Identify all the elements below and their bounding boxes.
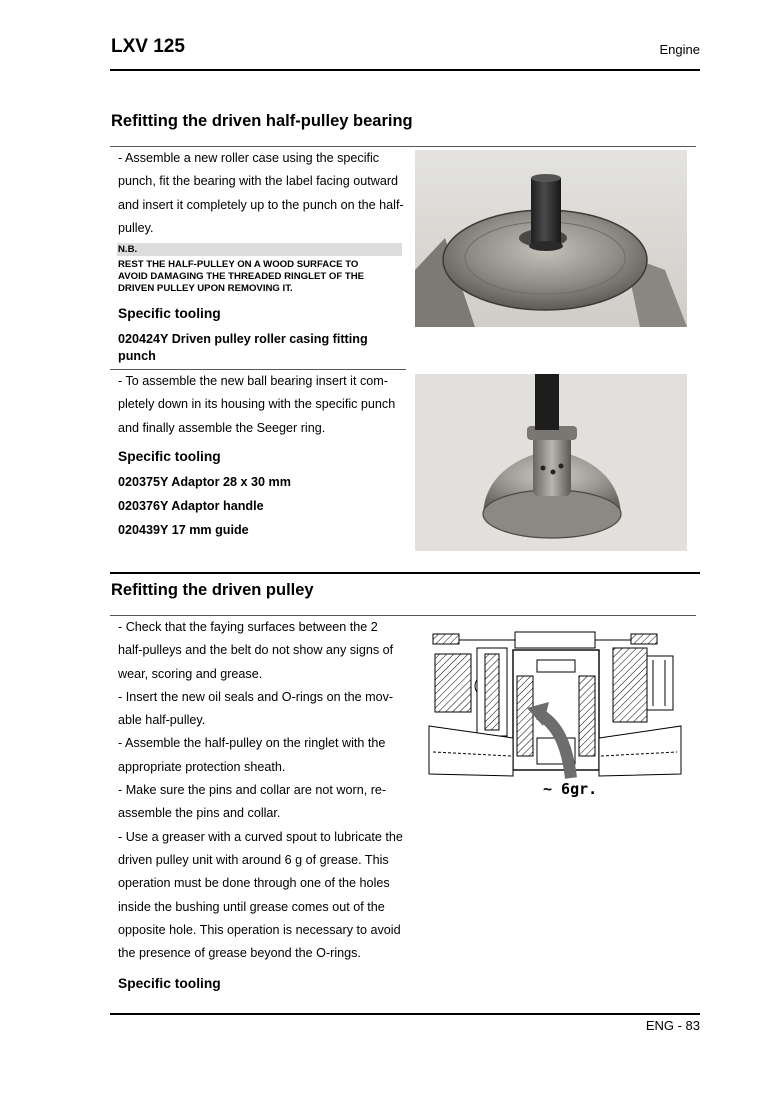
photo-punch-in-half-pulley [415,150,687,327]
text-line: appropriate protection sheath. [118,759,286,774]
specific-tooling-heading: Specific tooling [118,976,221,991]
text-line: driven pulley unit with around 6 g of grease. This [118,852,389,867]
text-line: - Assemble the half-pulley on the ringlet with the [118,736,386,751]
document-model-title: LXV 125 [111,36,185,57]
photo-bearing-adaptor [415,374,687,551]
tool-item: 020375Y Adaptor 28 x 30 mm [118,475,291,489]
section2-text [118,616,406,965]
nb-note [118,259,408,296]
step1-text [118,147,406,240]
text-line: assemble the pins and collar. [118,806,281,821]
text-line: wear, scoring and grease. [118,666,263,681]
nb-line: AVOID DAMAGING THE THREADED RINGLET OF THE [118,271,365,283]
grease-quantity-label: ~ 6gr. [543,780,598,798]
pulley-cross-section-diagram [425,626,685,801]
specific-tooling-heading: Specific tooling [118,449,221,464]
step2-text [118,370,406,440]
text-line: punch, fit the bearing with the label facing outward [118,174,399,189]
section1-title: Refitting the driven half-pulley bearing [111,112,413,130]
section-name: Engine [659,42,700,57]
text-line: half-pulleys and the belt do not show any signs of [118,643,394,658]
text-line: - Insert the new oil seals and O-rings on the mov- [118,689,394,704]
tool-item: 020439Y 17 mm guide [118,523,249,537]
text-line: and insert it completely up to the punch on the half- [118,197,404,212]
text-line: - To assemble the new ball bearing insert it com- [118,374,388,388]
text-line: inside the bushing until grease comes out of the [118,899,385,914]
tool-item: 020424Y Driven pulley roller casing fitting punch [118,332,368,363]
text-line: pletely down in its housing with the specific punch [118,397,396,412]
nb-line: REST THE HALF-PULLEY ON A WOOD SURFACE TO [118,259,359,270]
text-line: - Make sure the pins and collar are not worn, re- [118,783,387,798]
section2-top-rule [110,572,700,574]
text-line: able half-pulley. [118,713,206,728]
nb-label: N.B. [118,244,138,255]
text-line: - Check that the faying surfaces between the 2 [118,620,378,634]
nb-line: DRIVEN PULLEY UPON REMOVING IT. [118,283,293,295]
header-rule [110,69,700,71]
tool-item: 020376Y Adaptor handle [118,499,264,513]
page-number: ENG - 83 [645,1018,700,1033]
specific-tooling-heading: Specific tooling [118,306,221,321]
text-line: opposite hole. This operation is necessary to avoid [118,922,401,937]
footer-rule [110,1013,700,1015]
text-line: the presence of grease beyond the O-rings. [118,946,361,961]
text-line: pulley. [118,220,154,235]
text-line: and finally assemble the Seeger ring. [118,420,326,435]
section2-title: Refitting the driven pulley [111,581,314,599]
text-line: operation must be done through one of the holes [118,876,390,891]
nb-bar [117,243,402,256]
text-line: - Assemble a new roller case using the specific [118,151,380,165]
text-line: - Use a greaser with a curved spout to lubricate the [118,829,403,844]
